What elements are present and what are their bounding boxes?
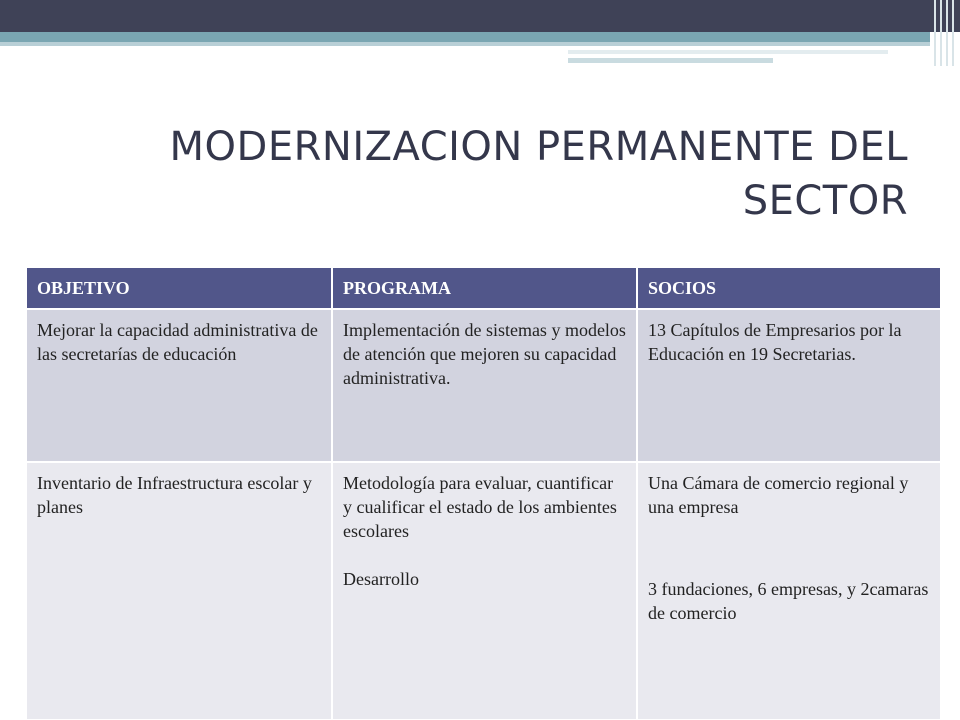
- cell-objetivo: [27, 309, 332, 462]
- cell-text: Implementación de sistemas y modelos de atención que mejoren su capacidad administrativa.: [343, 320, 626, 388]
- table-header-row: [27, 268, 941, 309]
- header-objetivo: OBJETIVO: [27, 268, 332, 309]
- cell-text-2: 3 fundaciones, 6 empresas, y 2camaras de comercio: [648, 579, 929, 623]
- cell-text: Mejorar la capacidad administrativa de las secretarías de educación: [37, 320, 318, 364]
- slide-title-line1: MODERNIZACION PERMANENTE DEL: [169, 124, 908, 170]
- program-table: [27, 268, 942, 719]
- table-row: [27, 462, 941, 719]
- cell-objetivo: [27, 462, 332, 719]
- decor-line-1: [568, 50, 888, 54]
- cell-text: 13 Capítulos de Empresarios por la Educación en 19 Secretarias.: [648, 320, 902, 364]
- cell-text: Metodología para evaluar, cuantificar y cualificar el estado de los ambientes escolares: [343, 473, 617, 541]
- cell-text: Inventario de Infraestructura escolar y planes: [37, 473, 312, 517]
- header-socios: SOCIOS: [637, 268, 941, 309]
- cell-text: Una Cámara de comercio regional y una empresa: [648, 473, 909, 517]
- slide-title-line2: SECTOR: [742, 178, 908, 224]
- decor-line-2: [568, 58, 773, 63]
- top-accent-band-light: [0, 42, 930, 46]
- table-row: [27, 309, 941, 462]
- top-accent-band: [0, 32, 930, 42]
- cell-socios: [637, 309, 941, 462]
- top-decor-bar: [0, 0, 960, 32]
- slide-title: [140, 120, 908, 228]
- cell-programa: [332, 309, 637, 462]
- cell-programa: [332, 462, 637, 719]
- header-programa: PROGRAMA: [332, 268, 637, 309]
- edge-decor-lines: [930, 0, 960, 66]
- cell-socios: [637, 462, 941, 719]
- cell-text-2: Desarrollo: [343, 569, 419, 589]
